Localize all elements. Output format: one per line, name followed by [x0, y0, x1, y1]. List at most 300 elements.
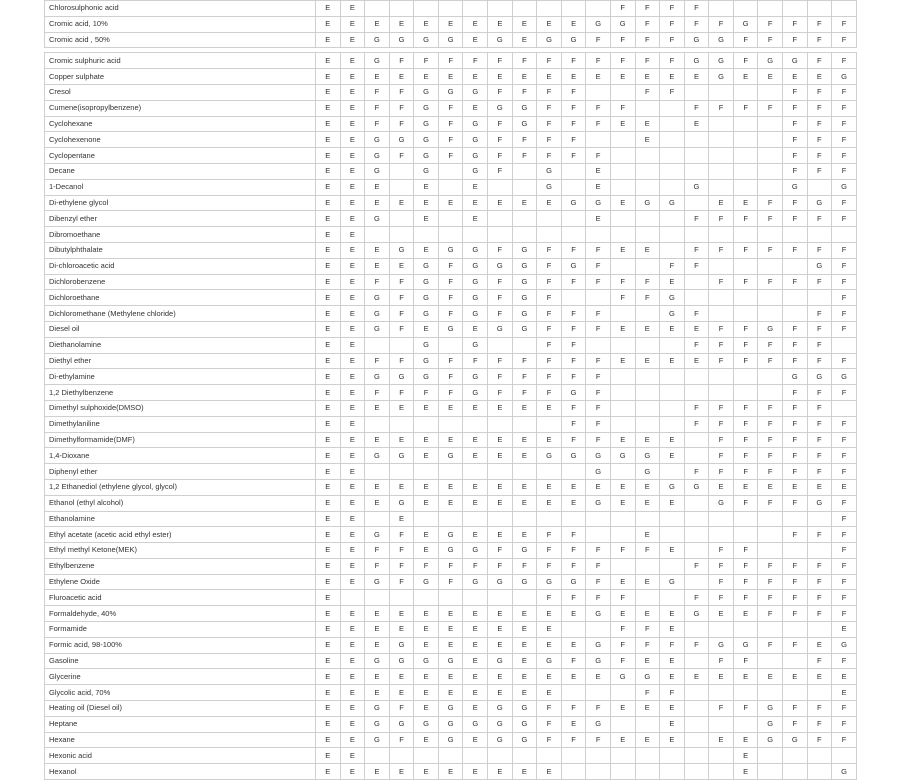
rating-cell: F — [709, 211, 734, 227]
rating-cell — [709, 527, 734, 543]
rating-cell: F — [733, 701, 758, 717]
rating-cell: E — [316, 116, 341, 132]
rating-cell — [709, 1, 734, 17]
rating-cell: F — [537, 385, 562, 401]
rating-cell — [389, 416, 414, 432]
rating-cell: G — [365, 653, 390, 669]
rating-cell: G — [684, 179, 709, 195]
rating-cell: F — [709, 400, 734, 416]
rating-cell: E — [635, 479, 660, 495]
rating-cell: E — [561, 69, 586, 85]
rating-cell: F — [807, 116, 832, 132]
rating-cell: F — [438, 369, 463, 385]
rating-cell: E — [365, 685, 390, 701]
rating-cell: G — [635, 448, 660, 464]
table-row — [45, 716, 857, 732]
rating-cell: F — [733, 211, 758, 227]
rating-cell: F — [537, 148, 562, 164]
chemical-name: Copper sulphate — [45, 69, 316, 85]
rating-cell — [512, 511, 537, 527]
rating-cell: F — [709, 416, 734, 432]
rating-cell: E — [561, 16, 586, 32]
rating-cell: F — [807, 53, 832, 69]
rating-cell — [782, 227, 807, 243]
rating-cell — [782, 290, 807, 306]
rating-cell: G — [512, 543, 537, 559]
rating-cell: F — [782, 84, 807, 100]
rating-cell — [782, 685, 807, 701]
rating-cell: F — [389, 148, 414, 164]
rating-cell: E — [610, 701, 635, 717]
rating-cell — [709, 84, 734, 100]
rating-cell: E — [316, 1, 341, 17]
rating-cell: F — [782, 416, 807, 432]
rating-cell: G — [365, 716, 390, 732]
rating-cell: F — [832, 32, 857, 48]
rating-cell — [684, 764, 709, 780]
rating-cell — [438, 416, 463, 432]
rating-cell: F — [733, 242, 758, 258]
rating-cell: E — [414, 701, 439, 717]
rating-cell: E — [537, 622, 562, 638]
rating-cell: F — [537, 84, 562, 100]
rating-cell: E — [488, 527, 513, 543]
rating-cell: F — [561, 732, 586, 748]
rating-cell: F — [684, 16, 709, 32]
rating-cell: F — [488, 148, 513, 164]
rating-cell: E — [414, 495, 439, 511]
rating-cell — [561, 179, 586, 195]
rating-cell: G — [684, 32, 709, 48]
rating-cell — [537, 416, 562, 432]
rating-cell: E — [438, 432, 463, 448]
rating-cell: G — [758, 732, 783, 748]
rating-cell: E — [832, 479, 857, 495]
rating-cell: G — [389, 369, 414, 385]
rating-cell: F — [389, 84, 414, 100]
rating-cell: E — [340, 227, 365, 243]
rating-cell: E — [733, 764, 758, 780]
rating-cell: F — [709, 353, 734, 369]
rating-cell: F — [537, 543, 562, 559]
rating-cell — [635, 369, 660, 385]
rating-cell: F — [537, 716, 562, 732]
rating-cell: E — [365, 606, 390, 622]
rating-cell: G — [488, 732, 513, 748]
rating-cell: F — [733, 543, 758, 559]
rating-cell: E — [463, 637, 488, 653]
rating-cell: F — [782, 16, 807, 32]
rating-cell: F — [733, 416, 758, 432]
rating-cell: F — [807, 132, 832, 148]
rating-cell — [512, 163, 537, 179]
rating-cell: G — [414, 337, 439, 353]
rating-cell: G — [488, 100, 513, 116]
rating-cell: E — [365, 179, 390, 195]
rating-cell — [414, 1, 439, 17]
rating-cell: F — [807, 606, 832, 622]
rating-cell — [709, 748, 734, 764]
rating-cell — [610, 685, 635, 701]
chemical-name: Chlorosulphonic acid — [45, 1, 316, 17]
rating-cell: F — [832, 606, 857, 622]
chemical-name: Glycolic acid, 70% — [45, 685, 316, 701]
rating-cell — [807, 543, 832, 559]
rating-cell: E — [832, 622, 857, 638]
rating-cell — [758, 511, 783, 527]
rating-cell: F — [709, 432, 734, 448]
rating-cell: F — [438, 132, 463, 148]
rating-cell — [488, 748, 513, 764]
rating-cell — [782, 511, 807, 527]
rating-cell: F — [758, 606, 783, 622]
rating-cell — [365, 1, 390, 17]
rating-cell: F — [660, 685, 685, 701]
rating-cell: F — [488, 306, 513, 322]
rating-cell — [561, 748, 586, 764]
chemical-name: Ethanolamine — [45, 511, 316, 527]
rating-cell: E — [512, 622, 537, 638]
rating-cell: F — [660, 16, 685, 32]
rating-cell: G — [610, 16, 635, 32]
rating-cell: F — [832, 732, 857, 748]
rating-cell: F — [635, 53, 660, 69]
rating-cell: G — [610, 448, 635, 464]
rating-cell: F — [807, 448, 832, 464]
rating-cell — [635, 227, 660, 243]
rating-cell: F — [389, 701, 414, 717]
rating-cell: F — [586, 432, 611, 448]
rating-cell — [488, 227, 513, 243]
rating-cell: E — [340, 527, 365, 543]
rating-cell: G — [537, 32, 562, 48]
rating-cell — [807, 290, 832, 306]
rating-cell: F — [758, 400, 783, 416]
rating-cell: G — [537, 574, 562, 590]
rating-cell: E — [389, 69, 414, 85]
rating-cell: E — [463, 448, 488, 464]
table-row — [45, 195, 857, 211]
rating-cell — [660, 400, 685, 416]
rating-cell: F — [512, 369, 537, 385]
rating-cell: E — [463, 669, 488, 685]
rating-cell: F — [488, 116, 513, 132]
rating-cell — [438, 1, 463, 17]
chemical-name: Cromic acid , 50% — [45, 32, 316, 48]
rating-cell — [758, 1, 783, 17]
rating-cell: E — [733, 69, 758, 85]
rating-cell: E — [635, 606, 660, 622]
rating-cell: F — [733, 495, 758, 511]
table-row — [45, 622, 857, 638]
rating-cell: F — [782, 400, 807, 416]
rating-cell: E — [340, 337, 365, 353]
rating-cell: E — [340, 69, 365, 85]
rating-cell: E — [512, 669, 537, 685]
table-row — [45, 416, 857, 432]
rating-cell: E — [438, 637, 463, 653]
rating-cell — [463, 511, 488, 527]
rating-cell: F — [782, 606, 807, 622]
rating-cell — [488, 511, 513, 527]
rating-cell: E — [438, 400, 463, 416]
rating-cell: F — [832, 353, 857, 369]
rating-cell: F — [832, 543, 857, 559]
rating-cell — [635, 306, 660, 322]
rating-cell — [610, 558, 635, 574]
rating-cell: E — [340, 416, 365, 432]
rating-cell: F — [733, 448, 758, 464]
rating-cell: G — [537, 163, 562, 179]
rating-cell — [660, 764, 685, 780]
rating-cell: G — [414, 306, 439, 322]
rating-cell: G — [733, 16, 758, 32]
rating-cell: E — [389, 622, 414, 638]
rating-cell: F — [832, 211, 857, 227]
rating-cell: E — [512, 432, 537, 448]
rating-cell: F — [807, 148, 832, 164]
rating-cell: F — [832, 701, 857, 717]
rating-cell: E — [389, 195, 414, 211]
rating-cell — [709, 179, 734, 195]
rating-cell — [512, 416, 537, 432]
rating-cell — [758, 116, 783, 132]
rating-cell — [635, 337, 660, 353]
rating-cell: G — [365, 132, 390, 148]
rating-cell — [758, 685, 783, 701]
rating-cell: E — [316, 495, 341, 511]
table-row — [45, 495, 857, 511]
rating-cell: E — [610, 242, 635, 258]
chemical-name: Ethylene Oxide — [45, 574, 316, 590]
rating-cell: G — [488, 653, 513, 669]
rating-cell — [709, 306, 734, 322]
rating-cell — [684, 274, 709, 290]
rating-cell: G — [684, 479, 709, 495]
rating-cell: F — [758, 32, 783, 48]
rating-cell: E — [463, 69, 488, 85]
rating-cell: E — [365, 242, 390, 258]
rating-cell: E — [660, 716, 685, 732]
rating-cell: F — [807, 527, 832, 543]
rating-cell — [733, 290, 758, 306]
rating-cell: E — [463, 685, 488, 701]
rating-cell: F — [832, 385, 857, 401]
rating-cell: G — [586, 16, 611, 32]
rating-cell: E — [316, 622, 341, 638]
rating-cell: E — [684, 69, 709, 85]
rating-cell: F — [512, 84, 537, 100]
rating-cell — [758, 148, 783, 164]
rating-cell — [758, 748, 783, 764]
rating-cell: F — [709, 337, 734, 353]
rating-cell: G — [660, 306, 685, 322]
rating-cell: F — [561, 132, 586, 148]
rating-cell — [660, 511, 685, 527]
rating-cell: F — [389, 116, 414, 132]
rating-cell: F — [537, 100, 562, 116]
rating-cell — [782, 653, 807, 669]
rating-cell: E — [389, 479, 414, 495]
rating-cell: F — [389, 543, 414, 559]
rating-cell: G — [635, 669, 660, 685]
rating-cell — [389, 464, 414, 480]
rating-cell — [463, 1, 488, 17]
rating-cell: F — [684, 590, 709, 606]
rating-cell: F — [561, 321, 586, 337]
rating-cell: G — [365, 448, 390, 464]
rating-cell: E — [389, 764, 414, 780]
rating-cell: F — [610, 653, 635, 669]
rating-cell: E — [586, 479, 611, 495]
table-row — [45, 290, 857, 306]
rating-cell: F — [537, 321, 562, 337]
rating-cell — [610, 179, 635, 195]
rating-cell: F — [537, 290, 562, 306]
rating-cell — [684, 148, 709, 164]
rating-cell: E — [537, 400, 562, 416]
rating-cell — [684, 716, 709, 732]
rating-cell — [758, 653, 783, 669]
rating-cell: G — [586, 448, 611, 464]
rating-cell — [807, 511, 832, 527]
rating-cell: G — [389, 132, 414, 148]
rating-cell: E — [340, 622, 365, 638]
rating-cell — [365, 511, 390, 527]
rating-cell — [610, 132, 635, 148]
rating-cell: F — [807, 242, 832, 258]
table-row — [45, 464, 857, 480]
rating-cell: F — [512, 385, 537, 401]
rating-cell: E — [610, 606, 635, 622]
rating-cell: E — [316, 353, 341, 369]
rating-cell: E — [316, 148, 341, 164]
rating-cell: F — [807, 16, 832, 32]
rating-cell — [709, 227, 734, 243]
rating-cell: F — [758, 574, 783, 590]
rating-cell: F — [758, 464, 783, 480]
rating-cell — [365, 337, 390, 353]
rating-cell: G — [807, 258, 832, 274]
rating-cell: G — [414, 148, 439, 164]
rating-cell: F — [782, 558, 807, 574]
rating-cell: F — [807, 32, 832, 48]
table-row — [45, 321, 857, 337]
rating-cell: F — [365, 84, 390, 100]
chemical-name: Dichloromethane (Methylene chloride) — [45, 306, 316, 322]
rating-cell — [758, 179, 783, 195]
rating-cell: E — [807, 669, 832, 685]
chemical-name: Dibenzyl ether — [45, 211, 316, 227]
rating-cell: E — [463, 495, 488, 511]
rating-cell: E — [488, 479, 513, 495]
rating-cell — [635, 258, 660, 274]
rating-cell: F — [832, 84, 857, 100]
rating-cell: E — [365, 622, 390, 638]
rating-cell: E — [389, 606, 414, 622]
rating-cell: F — [586, 32, 611, 48]
rating-cell — [340, 590, 365, 606]
rating-cell: G — [463, 84, 488, 100]
rating-cell: F — [561, 306, 586, 322]
rating-cell — [610, 527, 635, 543]
rating-cell: F — [832, 558, 857, 574]
rating-cell: F — [389, 53, 414, 69]
rating-cell — [684, 290, 709, 306]
rating-cell — [389, 211, 414, 227]
rating-cell: E — [340, 464, 365, 480]
rating-cell: E — [438, 622, 463, 638]
rating-cell — [807, 227, 832, 243]
rating-cell — [684, 385, 709, 401]
rating-cell: F — [782, 148, 807, 164]
rating-cell — [561, 685, 586, 701]
rating-cell: F — [782, 527, 807, 543]
rating-cell: E — [316, 385, 341, 401]
rating-cell: G — [414, 716, 439, 732]
rating-cell — [660, 132, 685, 148]
rating-cell: E — [660, 274, 685, 290]
rating-cell — [684, 543, 709, 559]
rating-cell: F — [758, 495, 783, 511]
rating-cell: G — [463, 274, 488, 290]
rating-cell — [660, 163, 685, 179]
rating-cell: F — [807, 653, 832, 669]
rating-cell: E — [512, 637, 537, 653]
rating-cell: F — [709, 543, 734, 559]
rating-cell — [512, 590, 537, 606]
table-row — [45, 211, 857, 227]
rating-cell — [660, 100, 685, 116]
rating-cell: G — [488, 574, 513, 590]
table-row — [45, 179, 857, 195]
rating-cell: F — [561, 543, 586, 559]
rating-cell: G — [463, 337, 488, 353]
rating-cell: F — [561, 274, 586, 290]
rating-cell: F — [832, 464, 857, 480]
rating-cell: F — [709, 464, 734, 480]
chemical-name: Cresol — [45, 84, 316, 100]
rating-cell — [807, 748, 832, 764]
rating-cell: E — [463, 321, 488, 337]
rating-cell — [684, 369, 709, 385]
rating-cell: G — [438, 242, 463, 258]
rating-cell: F — [733, 274, 758, 290]
rating-cell: G — [684, 606, 709, 622]
rating-cell: G — [463, 369, 488, 385]
rating-cell — [635, 179, 660, 195]
rating-cell — [512, 211, 537, 227]
rating-cell: E — [512, 527, 537, 543]
rating-cell: E — [340, 448, 365, 464]
rating-cell: G — [758, 321, 783, 337]
rating-cell: E — [586, 179, 611, 195]
rating-cell: E — [438, 495, 463, 511]
rating-cell: F — [733, 353, 758, 369]
rating-cell: E — [365, 432, 390, 448]
rating-cell — [610, 227, 635, 243]
rating-cell: F — [537, 132, 562, 148]
rating-cell — [635, 211, 660, 227]
rating-cell: E — [316, 716, 341, 732]
table-row — [45, 701, 857, 717]
rating-cell: E — [758, 669, 783, 685]
rating-cell: F — [832, 258, 857, 274]
rating-cell: G — [586, 464, 611, 480]
rating-cell: E — [561, 716, 586, 732]
rating-cell: G — [438, 732, 463, 748]
rating-cell: F — [438, 353, 463, 369]
